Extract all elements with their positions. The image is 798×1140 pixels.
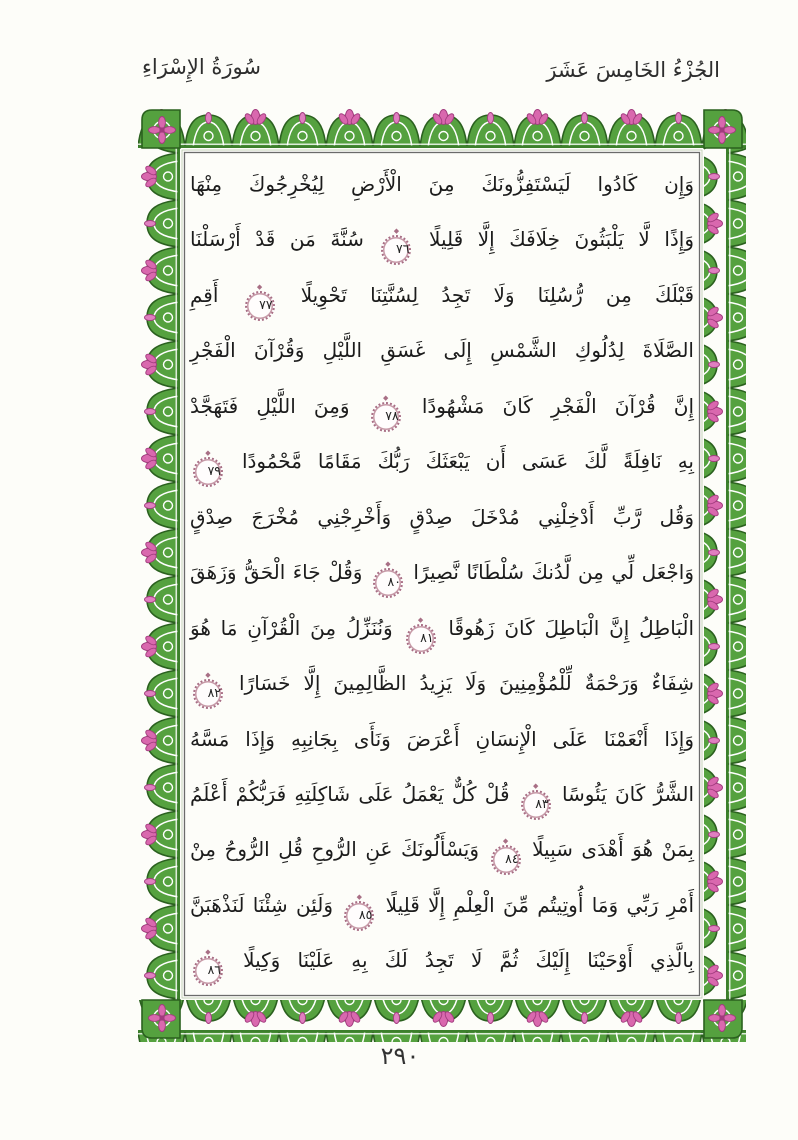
page-number: ٢٩٠ bbox=[380, 1042, 420, 1070]
ayah-marker bbox=[521, 790, 551, 820]
ayah-number: ◆ ٨٤ bbox=[505, 851, 519, 867]
ayah-number: ◆ ٨١ bbox=[420, 629, 434, 645]
mushaf-line: أَمْرِ رَبِّي وَمَا أُوتِيتُم مِّنَ الْعِلْمِ إِلَّا قَلِيلًا ◆ ٨٥ وَلَئِن شِئْنَا لَنَذْهَبَنَّ bbox=[190, 878, 694, 933]
ayah-number: ◆ ٨٥ bbox=[358, 906, 373, 922]
mushaf-line: قَبْلَكَ مِن رُّسُلِنَا وَلَا تَجِدُ لِسُنَّتِنَا تَحْوِيلًا ◆ ٧٧ أَقِمِ bbox=[190, 268, 694, 323]
mushaf-line: وَاجْعَل لِّي مِن لَّدُنكَ سُلْطَانًا نَّصِيرًا ◆ ٨٠ وَقُلْ جَاءَ الْحَقُّ وَزَهَقَ bbox=[190, 545, 694, 600]
ayah-marker bbox=[371, 402, 401, 432]
ayah-number: ◆ ٧٦ bbox=[396, 241, 410, 257]
mushaf-line: شِفَاءٌ وَرَحْمَةٌ لِّلْمُؤْمِنِينَ وَلَا يَزِيدُ الظَّالِمِينَ إِلَّا خَسَارًا ◆ ٨٢ bbox=[190, 656, 694, 711]
mushaf-line: وَقُل رَّبِّ أَدْخِلْنِي مُدْخَلَ صِدْقٍ وَأَخْرِجْنِي مُخْرَجَ صِدْقٍ bbox=[190, 504, 694, 529]
mushaf-line: وَإِذًا لَّا يَلْبَثُونَ خِلَافَكَ إِلَّا قَلِيلًا ◆ ٧٦ سُنَّةَ مَن قَدْ أَرْسَلْنَا bbox=[190, 212, 694, 267]
ayah-marker bbox=[193, 679, 223, 709]
mushaf-line: وَإِذَا أَنْعَمْنَا عَلَى الْإِنسَانِ أَعْرَضَ وَنَأَى بِجَانِبِهِ وَإِذَا مَسَّهُ bbox=[190, 726, 694, 751]
mushaf-line: بِمَنْ هُوَ أَهْدَى سَبِيلًا ◆ ٨٤ وَيَسْأَلُونَكَ عَنِ الرُّوحِ قُلِ الرُّوحُ مِنْ bbox=[190, 822, 694, 877]
ayah-marker bbox=[491, 845, 521, 875]
mushaf-line: وَإِن كَادُوا لَيَسْتَفِزُّونَكَ مِنَ الْأَرْضِ لِيُخْرِجُوكَ مِنْهَا bbox=[190, 172, 694, 196]
ayah-marker bbox=[245, 291, 275, 321]
surah-header: سُورَةُ الإِسْرَاءِ bbox=[142, 55, 261, 79]
ayah-marker bbox=[406, 624, 436, 654]
ayah-marker bbox=[373, 568, 403, 598]
mushaf-line: إِنَّ قُرْآنَ الْفَجْرِ كَانَ مَشْهُودًا ◆ ٧٨ وَمِنَ اللَّيْلِ فَتَهَجَّدْ bbox=[190, 379, 694, 434]
ayah-number: ◆ ٧٧ bbox=[259, 296, 273, 312]
mushaf-lines bbox=[190, 157, 694, 989]
ayah-number: ◆ ٧٨ bbox=[385, 407, 399, 423]
mushaf-line: بِالَّذِي أَوْحَيْنَا إِلَيْكَ ثُمَّ لَا تَجِدُ لَكَ بِهِ عَلَيْنَا وَكِيلًا ◆ ٨٦ bbox=[190, 933, 694, 988]
mushaf-line: الصَّلَاةَ لِدُلُوكِ الشَّمْسِ إِلَى غَسَقِ اللَّيْلِ وَقُرْآنَ الْفَجْرِ bbox=[190, 338, 694, 363]
ayah-number: ◆ ٧٩ bbox=[207, 463, 221, 479]
mushaf-line: بِهِ نَافِلَةً لَّكَ عَسَى أَن يَبْعَثَكَ رَبُّكَ مَقَامًا مَّحْمُودًا ◆ ٧٩ bbox=[190, 434, 694, 489]
ayah-marker bbox=[381, 235, 411, 265]
mushaf-line: الْبَاطِلُ إِنَّ الْبَاطِلَ كَانَ زَهُوقًا ◆ ٨١ وَنُنَزِّلُ مِنَ الْقُرْآنِ مَا هُوَ bbox=[190, 601, 694, 656]
mushaf-line: الشَّرُّ كَانَ يَئُوسًا ◆ ٨٣ قُلْ كُلٌّ يَعْمَلُ عَلَى شَاكِلَتِهِ فَرَبُّكُمْ أَعْلَمُ bbox=[190, 767, 694, 822]
ayah-marker bbox=[193, 457, 223, 487]
ayah-marker bbox=[344, 901, 374, 931]
ayah-number: ◆ ٨٠ bbox=[387, 574, 401, 590]
ayah-number: ◆ ٨٦ bbox=[207, 962, 221, 978]
ayah-number: ◆ ٨٣ bbox=[535, 795, 549, 811]
ayah-number: ◆ ٨٢ bbox=[207, 685, 221, 701]
ayah-marker bbox=[193, 956, 223, 986]
juz-header: الجُزْءُ الخَامِسَ عَشَرَ bbox=[546, 58, 720, 82]
